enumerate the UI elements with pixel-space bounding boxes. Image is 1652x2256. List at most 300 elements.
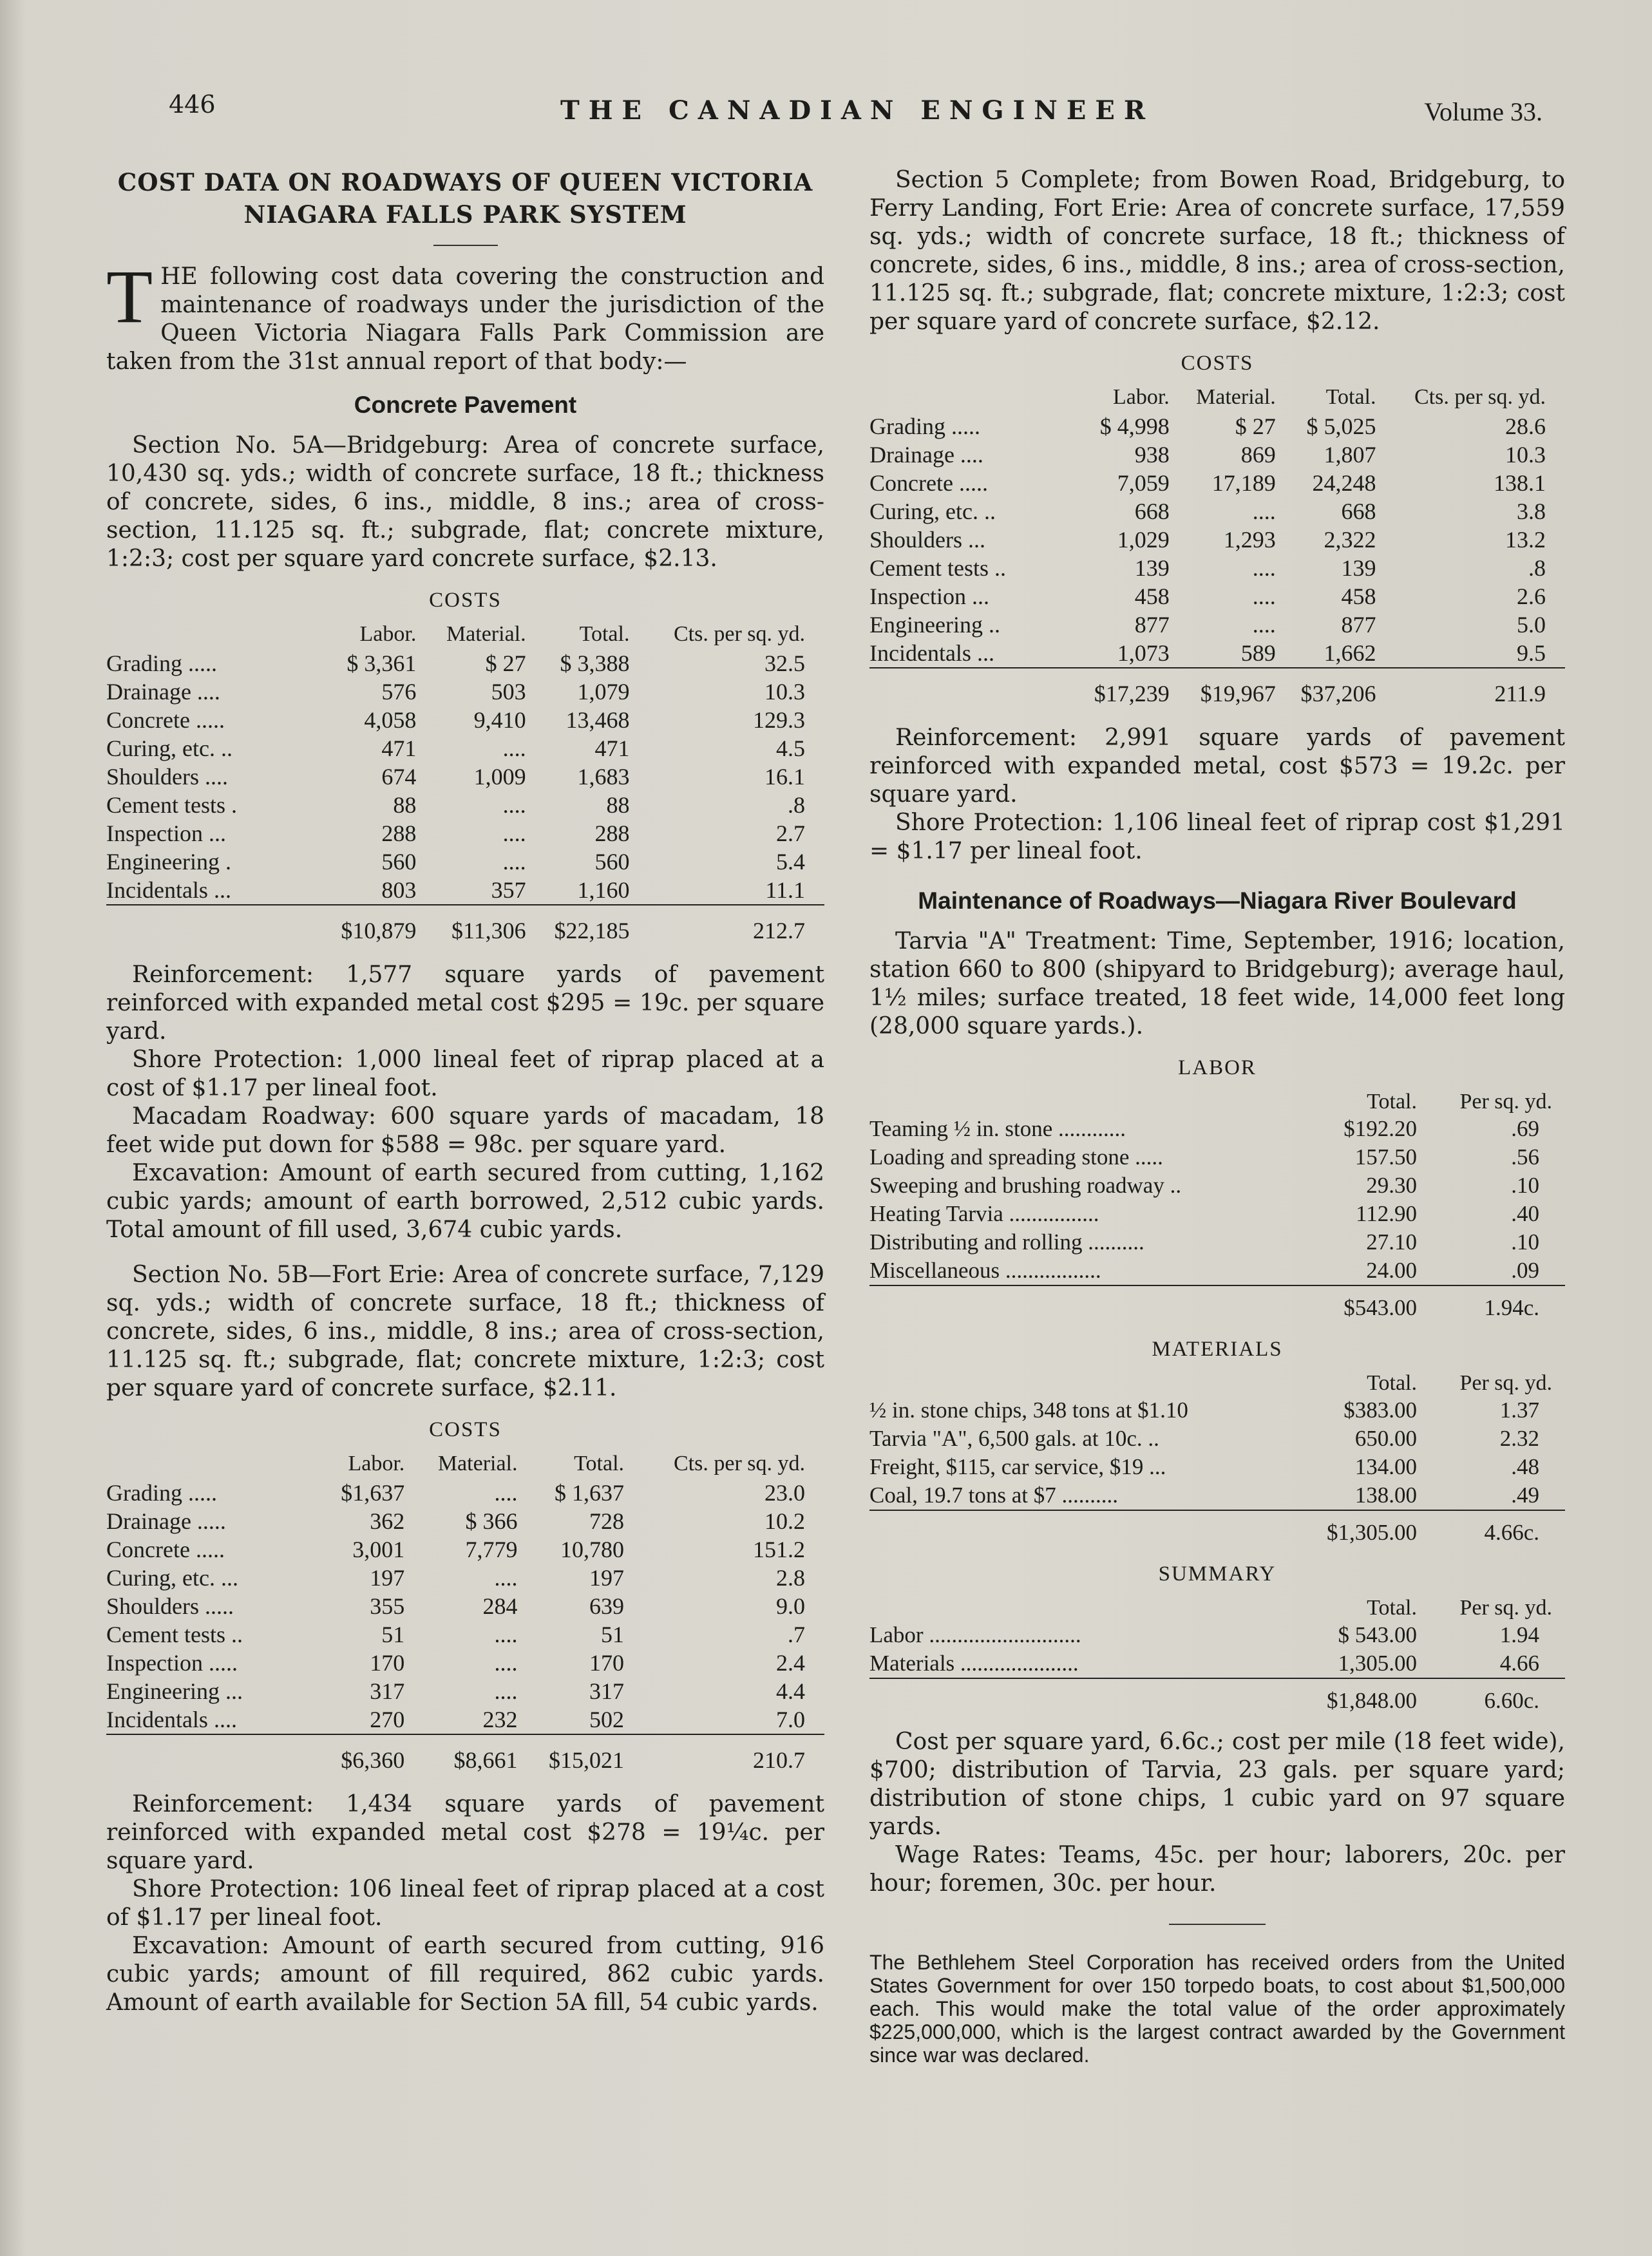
cost-table-5: [869, 384, 1565, 710]
cell-item: Cement tests ..: [869, 555, 1006, 581]
materials-caption: MATERIALS: [1152, 1338, 1283, 1361]
closing-notes: [869, 1728, 1565, 1898]
cell-total: 560: [594, 849, 630, 875]
costs-caption-5a: COSTS: [429, 589, 502, 612]
cell-labor: 362: [370, 1508, 405, 1534]
cell-cts: 2.7: [776, 820, 805, 846]
col-material: Material.: [446, 622, 526, 646]
cell-total: $ 1,637: [555, 1480, 625, 1506]
cell-labor: 877: [1134, 612, 1170, 638]
cell-cts: 4.5: [776, 735, 805, 761]
cell-labor: 51: [381, 1622, 405, 1647]
cell-total: 112.90: [1356, 1201, 1417, 1226]
cell-total: 24,248: [1312, 470, 1376, 496]
cell-labor: 938: [1134, 442, 1170, 468]
totals-row: [869, 1285, 1565, 1322]
cell-item: Curing, etc. ..: [106, 735, 233, 761]
col-labor: Labor.: [348, 1452, 405, 1475]
cell-item: Incidentals ...: [869, 640, 994, 666]
table-row: [106, 1535, 824, 1564]
article-title: [106, 166, 824, 231]
note-paragraph: Excavation: Amount of earth secured from cutting, 916 cubic yards; amount of fill required, 862 cubic yards. Amount of earth available for Section 5A fill, 54 cubic yards.: [106, 1933, 824, 2016]
cell-material: ....: [502, 735, 526, 761]
cell-cts: 2.4: [776, 1650, 805, 1676]
cell-item: Shoulders ...: [869, 527, 985, 553]
cell-total: 728: [589, 1508, 625, 1534]
cell-material: 869: [1240, 442, 1276, 468]
cell-per: 4.66: [1499, 1651, 1539, 1676]
table-row: [106, 1620, 824, 1649]
cell-item: Miscellaneous .................: [869, 1258, 1101, 1283]
cell-material: ....: [502, 820, 526, 846]
cell-cts: 4.4: [776, 1678, 805, 1704]
cell-item: Curing, etc. ...: [106, 1565, 238, 1591]
cost-table-5b: [106, 1451, 824, 1776]
table-row: [106, 848, 824, 876]
cell-per: .40: [1511, 1201, 1539, 1226]
cell-labor: 270: [370, 1707, 405, 1732]
col-labor: Labor.: [1112, 385, 1170, 409]
table-row: [869, 1396, 1565, 1425]
cell-total: $1,305.00: [1301, 1510, 1430, 1547]
volume-label: Volume 33.: [1424, 97, 1543, 126]
cell-material: ....: [494, 1565, 518, 1591]
table-row: [869, 1228, 1565, 1256]
cell-total: $ 3,388: [560, 650, 630, 676]
cell-material: ....: [494, 1480, 518, 1506]
table-row: [106, 1507, 824, 1535]
table-row: [869, 1171, 1565, 1200]
cell-item: Labor ...........................: [869, 1622, 1081, 1647]
cell-cts: 23.0: [764, 1480, 805, 1506]
table-row: [106, 649, 824, 678]
table-row: [869, 1143, 1565, 1171]
cell-cts: 210.7: [633, 1734, 824, 1776]
cell-item: Sweeping and brushing roadway ..: [869, 1173, 1182, 1198]
cell-item: Shoulders ....: [106, 764, 228, 790]
cell-total: 134.00: [1354, 1454, 1417, 1479]
cell-total: 650.00: [1354, 1426, 1417, 1451]
cell-total: 668: [1341, 498, 1376, 524]
table-row: [106, 1564, 824, 1592]
note-paragraph: Excavation: Amount of earth secured from cutting, 1,162 cubic yards; amount of earth borrowed, 2,512 cubic yards. Total amount of fill used, 3,674 cubic yards.: [106, 1160, 824, 1243]
note-paragraph: Wage Rates: Teams, 45c. per hour; laborers, 20c. per hour; foremen, 30c. per hour.: [869, 1842, 1565, 1897]
news-item: The Bethlehem Steel Corporation has received orders from the United States Government for over 150 torpedo boats, to cost about $1,500,000 each. This would make the total value of the order approximately $225,000,000, which is the largest contract awarded by the Government since war was declared.: [869, 1951, 1565, 2067]
cell-labor: $6,360: [322, 1734, 414, 1776]
table-row: [106, 1479, 824, 1507]
cell-total: 139: [1341, 555, 1376, 581]
cell-total: 170: [589, 1650, 625, 1676]
note-paragraph: Reinforcement: 1,434 square yards of pavement reinforced with expanded metal cost $278 = 19¼c. per square yard.: [106, 1791, 824, 1874]
col-labor: Labor.: [359, 622, 417, 646]
cell-per: .49: [1511, 1483, 1539, 1508]
cell-item: Inspection ...: [106, 820, 226, 846]
table-row: [869, 1425, 1565, 1453]
col-item: [106, 621, 322, 649]
cell-total: 24.00: [1366, 1258, 1417, 1283]
cell-item: Engineering ...: [106, 1678, 243, 1704]
cell-labor: $17,239: [1078, 668, 1179, 710]
cell-cts: 2.6: [1517, 583, 1546, 609]
table-row: [106, 1592, 824, 1620]
cell-item: Tarvia "A", 6,500 gals. at 10c. ..: [869, 1426, 1159, 1451]
drop-cap: T: [106, 254, 153, 339]
totals-row: [869, 1678, 1565, 1715]
col-total: Total.: [574, 1452, 625, 1475]
cell-total: 138.00: [1354, 1483, 1417, 1508]
cell-labor: $ 4,998: [1099, 413, 1170, 439]
table-row: [106, 791, 824, 819]
cell-labor: 458: [1134, 583, 1170, 609]
cell-total: 458: [1341, 583, 1376, 609]
cell-total: 1,662: [1324, 640, 1376, 666]
cell-item: Curing, etc. ..: [869, 498, 996, 524]
cell-total: 502: [589, 1707, 625, 1732]
cell-cts: 211.9: [1385, 668, 1566, 710]
cell-labor: 1,029: [1117, 527, 1170, 553]
left-column: [106, 166, 824, 2017]
cell-cts: 10.3: [764, 679, 805, 705]
intro-text: HE following cost data covering the construction and maintenance of roadways under the jurisdiction of the Queen Victoria Niagara Falls Park Commission are taken from the 31st annual report of that body:—: [106, 263, 824, 375]
article-title-line1: COST DATA ON ROADWAYS OF QUEEN VICTORIA: [117, 168, 813, 196]
cell-cts: 10.3: [1505, 442, 1546, 468]
cell-material: $ 27: [485, 650, 526, 676]
cell-per: .10: [1511, 1173, 1539, 1198]
cell-item: Inspection .....: [106, 1650, 238, 1676]
note-paragraph: Reinforcement: 1,577 square yards of pavement reinforced with expanded metal cost $295 = 19c. per square yard.: [106, 962, 824, 1045]
cell-material: ....: [494, 1650, 518, 1676]
col-total: Total.: [1367, 1596, 1417, 1620]
cell-material: $19,967: [1179, 668, 1285, 710]
cell-per: 4.66c.: [1430, 1510, 1565, 1547]
cell-material: $ 366: [465, 1508, 518, 1534]
cell-total: 317: [589, 1678, 625, 1704]
table-row: [106, 763, 824, 791]
cell-total: $192.20: [1343, 1116, 1417, 1141]
cell-labor: 288: [381, 820, 417, 846]
col-per-sq-yd: Per sq. yd.: [1459, 1596, 1552, 1620]
title-rule: [433, 245, 498, 246]
table-row: [869, 526, 1565, 554]
note-paragraph: Macadam Roadway: 600 square yards of macadam, 18 feet wide put down for $588 = 98c. per square yard.: [106, 1103, 824, 1158]
cell-per: .48: [1511, 1454, 1539, 1479]
col-total: Total.: [1325, 385, 1376, 409]
cell-total: 639: [589, 1593, 625, 1619]
cell-material: $11,306: [425, 905, 535, 947]
cell-labor: 355: [370, 1593, 405, 1619]
cell-per: 1.37: [1499, 1398, 1539, 1423]
col-total: Total.: [1367, 1090, 1417, 1114]
cell-labor: 803: [381, 877, 417, 903]
cell-item: [869, 1285, 1301, 1322]
table-row: [106, 1705, 824, 1734]
cell-item: Concrete .....: [869, 470, 988, 496]
cell-labor: 576: [381, 679, 417, 705]
cell-labor: 197: [370, 1565, 405, 1591]
cell-total: 13,468: [565, 707, 630, 733]
cell-item: Distributing and rolling ..........: [869, 1229, 1144, 1255]
cell-material: 284: [482, 1593, 518, 1619]
col-cts: Cts. per sq. yd.: [674, 1452, 805, 1475]
cell-cts: 11.1: [765, 877, 805, 903]
cell-material: $ 27: [1235, 413, 1276, 439]
cell-material: ....: [494, 1622, 518, 1647]
cell-material: ....: [502, 849, 526, 875]
cell-total: 1,807: [1324, 442, 1376, 468]
cell-per: 6.60c.: [1430, 1678, 1565, 1715]
cell-material: 1,009: [473, 764, 526, 790]
cell-per: .69: [1511, 1116, 1539, 1141]
cell-total: 27.10: [1366, 1229, 1417, 1255]
cell-item: Cement tests ..: [106, 1622, 243, 1647]
cell-labor: 668: [1134, 498, 1170, 524]
summary-table: [869, 1595, 1565, 1715]
cell-cts: 16.1: [764, 764, 805, 790]
cell-total: 88: [606, 792, 630, 818]
cell-labor: 4,058: [364, 707, 417, 733]
cell-item: Materials .....................: [869, 1651, 1079, 1676]
cell-item: Drainage .....: [106, 1508, 226, 1534]
cell-total: 1,079: [577, 679, 630, 705]
cell-cts: .8: [788, 792, 805, 818]
table-row: [106, 706, 824, 734]
cell-item: Heating Tarvia ................: [869, 1201, 1099, 1226]
cell-cts: 28.6: [1505, 413, 1546, 439]
totals-row: [106, 905, 824, 947]
cell-total: 29.30: [1366, 1173, 1417, 1198]
tarvia-treatment-text: Tarvia "A" Treatment: Time, September, 1916; location, station 660 to 800 (shipyard to Bridgeburg); average haul, 1½ miles; surface treated, 18 feet wide, 14,000 feet long (28,000 square yards.).: [869, 928, 1565, 1039]
cell-labor: 170: [370, 1650, 405, 1676]
cell-cts: 151.2: [753, 1537, 805, 1562]
section-5a-notes: [106, 961, 824, 1244]
cell-total: 471: [594, 735, 630, 761]
cell-material: ....: [1252, 498, 1276, 524]
cell-item: [106, 1734, 322, 1776]
table-row: [106, 1649, 824, 1677]
page-header: [0, 90, 1652, 142]
cell-labor: $1,637: [341, 1480, 405, 1506]
cell-material: 503: [491, 679, 526, 705]
cell-cts: .7: [788, 1622, 805, 1647]
col-material: Material.: [1196, 385, 1276, 409]
table-row: [869, 554, 1565, 582]
cell-per: .10: [1511, 1229, 1539, 1255]
cell-material: ....: [502, 792, 526, 818]
cell-total: $1,848.00: [1301, 1678, 1430, 1715]
note-paragraph: Reinforcement: 2,991 square yards of pavement reinforced with expanded metal, cost $573 = 19.2c. per square yard.: [869, 725, 1565, 808]
cell-material: 7,779: [465, 1537, 518, 1562]
cell-material: ....: [494, 1678, 518, 1704]
cell-item: Inspection ...: [869, 583, 989, 609]
cell-total: $ 5,025: [1306, 413, 1376, 439]
section-divider: [1169, 1924, 1266, 1925]
cell-total: 2,322: [1324, 527, 1376, 553]
cell-item: Freight, $115, car service, $19 ...: [869, 1454, 1166, 1479]
table-row: [106, 734, 824, 763]
table-row: [869, 611, 1565, 639]
concrete-pavement-heading: Concrete Pavement: [354, 392, 577, 418]
cell-item: Drainage ....: [106, 679, 220, 705]
cell-total: 51: [601, 1622, 625, 1647]
section-5b-description: Section No. 5B—Fort Erie: Area of concrete surface, 7,129 sq. yds.; width of concrete surface, 18 ft.; thickness of concrete, sides, 6 ins., middle, 8 ins.; area of cross-section, 11.125 sq. ft.; subgrade, flat; concrete mixture, 1:2:3; cost per square yard of concrete surface, $2.11.: [106, 1262, 824, 1401]
cell-material: 9,410: [473, 707, 526, 733]
cell-per: .56: [1511, 1144, 1539, 1170]
cell-per: 1.94c.: [1430, 1285, 1565, 1322]
materials-table: [869, 1370, 1565, 1547]
col-total: Total.: [1367, 1371, 1417, 1395]
cell-item: [869, 668, 1078, 710]
cell-cts: 5.0: [1517, 612, 1546, 638]
cell-cts: 7.0: [776, 1707, 805, 1732]
cell-material: 232: [482, 1707, 518, 1732]
cell-item: ½ in. stone chips, 348 tons at $1.10: [869, 1398, 1188, 1423]
cell-labor: 1,073: [1117, 640, 1170, 666]
labor-table: [869, 1089, 1565, 1322]
journal-title: THE CANADIAN ENGINEER: [560, 95, 1155, 126]
cell-cts: .8: [1528, 555, 1546, 581]
cell-cts: 10.2: [764, 1508, 805, 1534]
intro-paragraph: [106, 254, 824, 376]
cell-per: .09: [1511, 1258, 1539, 1283]
totals-row: [106, 1734, 824, 1776]
page-number: 446: [169, 90, 216, 118]
table-row: [869, 1621, 1565, 1649]
cell-item: Drainage ....: [869, 442, 983, 468]
cell-item: [869, 1510, 1301, 1547]
cell-material: 17,189: [1211, 470, 1276, 496]
col-cts: Cts. per sq. yd.: [674, 622, 805, 646]
cell-item: [106, 905, 322, 947]
table-row: [869, 441, 1565, 469]
col-per-sq-yd: Per sq. yd.: [1459, 1090, 1552, 1114]
cell-item: Incidentals ...: [106, 877, 231, 903]
section-5a-description: Section No. 5A—Bridgeburg: Area of concrete surface, 10,430 sq. yds.; width of concrete surface, 18 ft.; thickness of concrete, sides, 6 ins., middle, 8 ins.; area of cross-section, 11.125 sq. ft.; subgrade, flat; concrete mixture, 1:2:3; cost per square yard concrete surface, $2.13.: [106, 432, 824, 572]
cell-total: $15,021: [527, 1734, 634, 1776]
cell-total: 10,780: [560, 1537, 625, 1562]
right-column: [869, 166, 1565, 2067]
cell-total: 877: [1341, 612, 1376, 638]
cell-item: Teaming ½ in. stone ............: [869, 1116, 1126, 1141]
section-5-notes: [869, 724, 1565, 866]
cell-total: 1,305.00: [1338, 1651, 1417, 1676]
table-row: [106, 1677, 824, 1705]
cell-cts: 3.8: [1517, 498, 1546, 524]
cell-item: Shoulders .....: [106, 1593, 234, 1619]
totals-row: [869, 1510, 1565, 1547]
cell-cts: 9.5: [1517, 640, 1546, 666]
note-paragraph: Cost per square yard, 6.6c.; cost per mile (18 feet wide), $700; distribution of Tarvia, 23 gals. per square yard; distribution of stone chips, 1 cubic yard on 97 square yards.: [869, 1729, 1565, 1840]
table-row: [106, 819, 824, 848]
costs-caption-5: COSTS: [1181, 352, 1254, 375]
cell-cts: 138.1: [1494, 470, 1546, 496]
cell-material: 1,293: [1223, 527, 1276, 553]
cell-labor: 88: [393, 792, 417, 818]
table-row: [869, 1115, 1565, 1143]
cell-labor: 139: [1134, 555, 1170, 581]
col-item: [869, 1370, 1301, 1396]
table-row: [869, 639, 1565, 668]
table-row: [869, 1453, 1565, 1481]
col-item: [106, 1451, 322, 1479]
cell-item: Loading and spreading stone .....: [869, 1144, 1163, 1170]
cell-cts: 32.5: [764, 650, 805, 676]
cell-labor: 471: [381, 735, 417, 761]
article-title-line2: NIAGARA FALLS PARK SYSTEM: [243, 200, 687, 229]
cell-item: Grading .....: [106, 650, 217, 676]
table-row: [869, 582, 1565, 611]
cell-material: ....: [1252, 555, 1276, 581]
col-item: [869, 384, 1078, 412]
cell-cts: 212.7: [638, 905, 824, 947]
note-paragraph: Shore Protection: 1,000 lineal feet of riprap placed at a cost of $1.17 per lineal foot.: [106, 1047, 824, 1101]
cell-total: 157.50: [1354, 1144, 1417, 1170]
cell-item: Concrete .....: [106, 707, 225, 733]
cell-labor: $ 3,361: [347, 650, 417, 676]
maintenance-heading: Maintenance of Roadways—Niagara River Boulevard: [918, 887, 1517, 914]
col-material: Material.: [437, 1452, 518, 1475]
cell-item: Cement tests .: [106, 792, 237, 818]
cell-item: Grading .....: [106, 1480, 217, 1506]
cell-labor: 317: [370, 1678, 405, 1704]
cell-item: Concrete .....: [106, 1537, 225, 1562]
cell-item: Coal, 19.7 tons at $7 ..........: [869, 1483, 1118, 1508]
cell-labor: 674: [381, 764, 417, 790]
cell-item: Engineering ..: [869, 612, 1000, 638]
table-row: [869, 497, 1565, 526]
table-row: [869, 412, 1565, 441]
section-5-description: Section 5 Complete; from Bowen Road, Bridgeburg, to Ferry Landing, Fort Erie: Area of concrete surface, 17,559 sq. yds.; width of concrete surface, 18 ft.; thickness of concrete, sides, 6 ins., middle, 8 ins.; area of cross-section, 11.125 sq. ft.; subgrade, flat; concrete mixture, 1:2:3; cost per square yard of concrete surface, $2.12.: [869, 167, 1565, 335]
col-cts: Cts. per sq. yd.: [1414, 385, 1546, 409]
table-row: [869, 1649, 1565, 1678]
cell-item: Grading .....: [869, 413, 980, 439]
cell-item: Engineering .: [106, 849, 231, 875]
cost-table-5a: [106, 621, 824, 947]
cell-total: $383.00: [1343, 1398, 1417, 1423]
cell-labor: 560: [381, 849, 417, 875]
cell-item: [869, 1678, 1301, 1715]
table-row: [869, 1481, 1565, 1510]
cell-total: $ 543.00: [1338, 1622, 1417, 1647]
summary-caption: SUMMARY: [1158, 1562, 1277, 1586]
table-row: [869, 1256, 1565, 1285]
table-row: [869, 469, 1565, 497]
totals-row: [869, 668, 1565, 710]
cell-total: 1,160: [577, 877, 630, 903]
cell-total: $37,206: [1285, 668, 1385, 710]
cell-total: 288: [594, 820, 630, 846]
section-5b-notes: [106, 1790, 824, 2017]
col-total: Total.: [579, 622, 630, 646]
cell-labor: 7,059: [1117, 470, 1170, 496]
labor-caption: LABOR: [1178, 1056, 1257, 1079]
cell-total: $543.00: [1301, 1285, 1430, 1322]
cell-total: $22,185: [535, 905, 639, 947]
cell-material: 357: [491, 877, 526, 903]
cell-material: ....: [1252, 612, 1276, 638]
table-row: [106, 678, 824, 706]
cell-total: 197: [589, 1565, 625, 1591]
cell-material: $8,661: [413, 1734, 526, 1776]
cell-labor: 3,001: [352, 1537, 405, 1562]
cell-cts: 13.2: [1505, 527, 1546, 553]
cell-material: ....: [1252, 583, 1276, 609]
cell-labor: $10,879: [322, 905, 426, 947]
cell-cts: 2.8: [776, 1565, 805, 1591]
note-paragraph: Shore Protection: 1,106 lineal feet of riprap cost $1,291 = $1.17 per lineal foot.: [869, 810, 1565, 864]
cell-per: 2.32: [1499, 1426, 1539, 1451]
table-row: [869, 1200, 1565, 1228]
costs-caption-5b: COSTS: [429, 1418, 502, 1441]
